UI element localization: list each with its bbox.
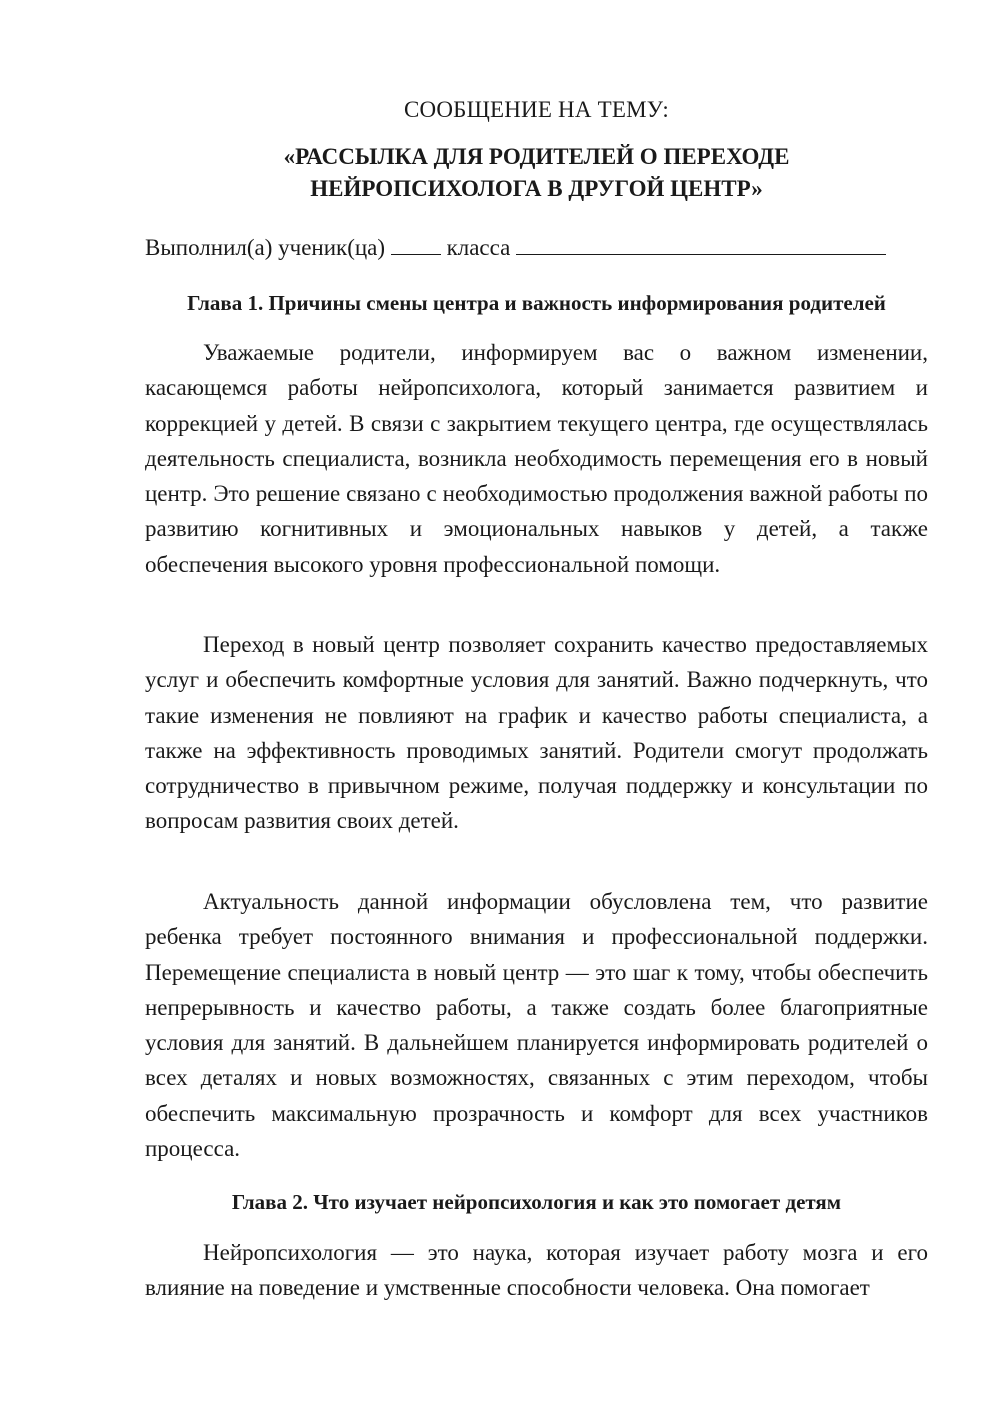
- document-title-line-1: «РАССЫЛКА ДЛЯ РОДИТЕЛЕЙ О ПЕРЕХОДЕ: [283, 144, 790, 169]
- chapter-1-paragraph-3: Актуальность данной информации обусловлена тем, что развитие ребенка требует постоянного внимания и профессиональной поддержки. Перемещение специалиста в новый центр — это шаг к тому, чтобы обеспечить непрерывность и качество работы, а также создать более благоприятные условия для занятий. В дальнейшем планируется информировать родителей о всех деталях и новых возможностях, связанных с этим переходом, чтобы обеспечить максимальную прозрачность и комфорт для всех участников процесса.: [145, 889, 928, 1162]
- chapter-1-paragraph-1: Уважаемые родители, информируем вас о важном изменении, касающемся работы нейропсихолога, который занимается развитием и коррекцией у детей. В связи с закрытием текущего центра, где осуществлялась деятельность специалиста, возникла необходимость перемещения его в новый центр. Это решение связано с необходимостью продолжения важной работы по развитию когнитивных и эмоциональных навыков у детей, а также обеспечения высокого уровня профессиональной помощи.: [145, 340, 928, 577]
- document-label: СООБЩЕНИЕ НА ТЕМУ:: [404, 97, 669, 122]
- chapter-1-heading: Глава 1. Причины смены центра и важность информирования родителей: [187, 291, 886, 315]
- author-class-label: класса: [446, 235, 511, 260]
- author-line: [145, 230, 928, 264]
- chapter-2-paragraph-1: Нейропсихология — это наука, которая изучает работу мозга и его влияние на поведение и умственные способности человека. Она помогает: [145, 1240, 928, 1301]
- student-name-blank[interactable]: [516, 230, 886, 255]
- chapter-2-heading: Глава 2. Что изучает нейропсихология и как это помогает детям: [231, 1190, 842, 1214]
- class-number-blank[interactable]: [391, 230, 441, 255]
- chapter-1-paragraph-2: Переход в новый центр позволяет сохранить качество предоставляемых услуг и обеспечить комфортные условия для занятий. Важно подчеркнуть, что такие изменения не повлияют на график и качество работы специалиста, а также на эффективность проводимых занятий. Родители смогут продолжать сотрудничество в привычном режиме, получая поддержку и консультации по вопросам развития своих детей.: [145, 632, 928, 834]
- document-title: [145, 141, 928, 205]
- document-title-line-2: НЕЙРОПСИХОЛОГА В ДРУГОЙ ЦЕНТР»: [310, 176, 763, 201]
- author-prefix: Выполнил(а) ученик(ца): [145, 235, 386, 260]
